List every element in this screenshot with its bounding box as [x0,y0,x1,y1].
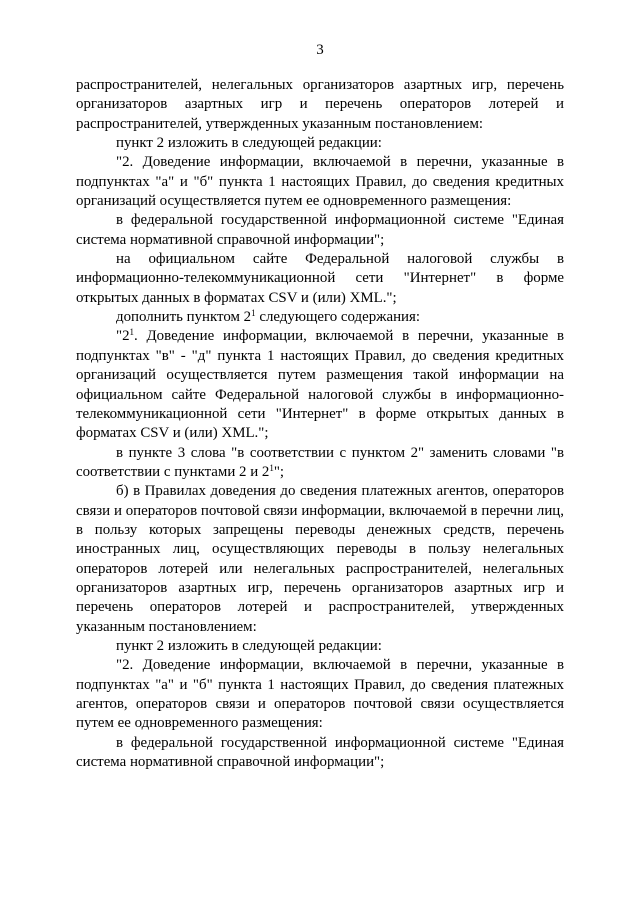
paragraph-point-2-text-second: "2. Доведение информации, включаемой в перечни, указанные в подпунктах "а" и "б" пункта 1 настоящих Правил, до сведения платежных агентов, операторов связи и операторов почтовой связи осуществляется путем ее одновременного размещения: [76,657,564,732]
paragraph-point-2-text: "2. Доведение информации, включаемой в перечни, указанные в подпунктах "а" и "б" пункта 1 настоящих Правил, до сведения кредитных организаций осуществляется путем ее одновременного размещения: [76,154,564,210]
paragraph-official-site: на официальном сайте Федеральной налоговой службы в информационно-телекоммуникационной сети "Интернет" в форме открытых данных в форматах CSV и (или) XML."; [76,251,564,306]
page-number: 3 [316,42,324,58]
paragraph-point-2-1-text: "$2^1$. Доведение информации, включаемой в перечни, указанные в подпунктах "в" - "д" пункта 1 настоящих Правил, до сведения кредитных организаций осуществляется путем размещения такой информации на официальном сайте Федеральной налоговой службы в информационно-телекоммуникационной сети "Интернет" в форме открытых данных в форматах CSV и (или) XML."; [76,327,564,442]
paragraph-amend-point-2-second: пункт 2 изложить в следующей редакции: [116,637,382,654]
paragraph-rules-b: б) в Правилах доведения до сведения платежных агентов, операторов связи и операторов почтовой связи информации, включаемой в перечни лиц, в пользу которых запрещены переводы денежных средств, перечень иностранных лиц, осуществляющих переводы в пользу нелегальных операторов лотерей или нелегальных распространителей, нелегальных организаторов азартных игр, перечень организаторов азартных игр и перечень операторов лотерей и распространителей, утвержденных указанным постановлением: [76,483,564,635]
paragraph-add-point-2-1: дополнить пунктом $2^1$ следующего содержания: [116,308,421,326]
document-body [76,76,564,772]
paragraph-point-3-words: в пункте 3 слова "в соответствии с пунктом 2" заменить словами "в соответствии с пунктами 2 и $2^1$"; [76,444,564,480]
paragraph-amend-point-2: пункт 2 изложить в следующей редакции: [116,135,382,152]
paragraph-federal-system-second: в федеральной государственной информационной системе "Единая система нормативной справочной информации"; [76,734,564,771]
paragraph-federal-system: в федеральной государственной информационной системе "Единая система нормативной справочной информации"; [76,212,564,248]
paragraph-continuation: распространителей, нелегальных организаторов азартных игр, перечень организаторов азартных игр и перечень операторов лотерей и распространителей, утвержденных указанным постановлением: [76,77,564,132]
superscript-one: 1 [269,462,274,473]
superscript-one: 1 [251,308,256,319]
superscript-one: 1 [129,327,135,338]
